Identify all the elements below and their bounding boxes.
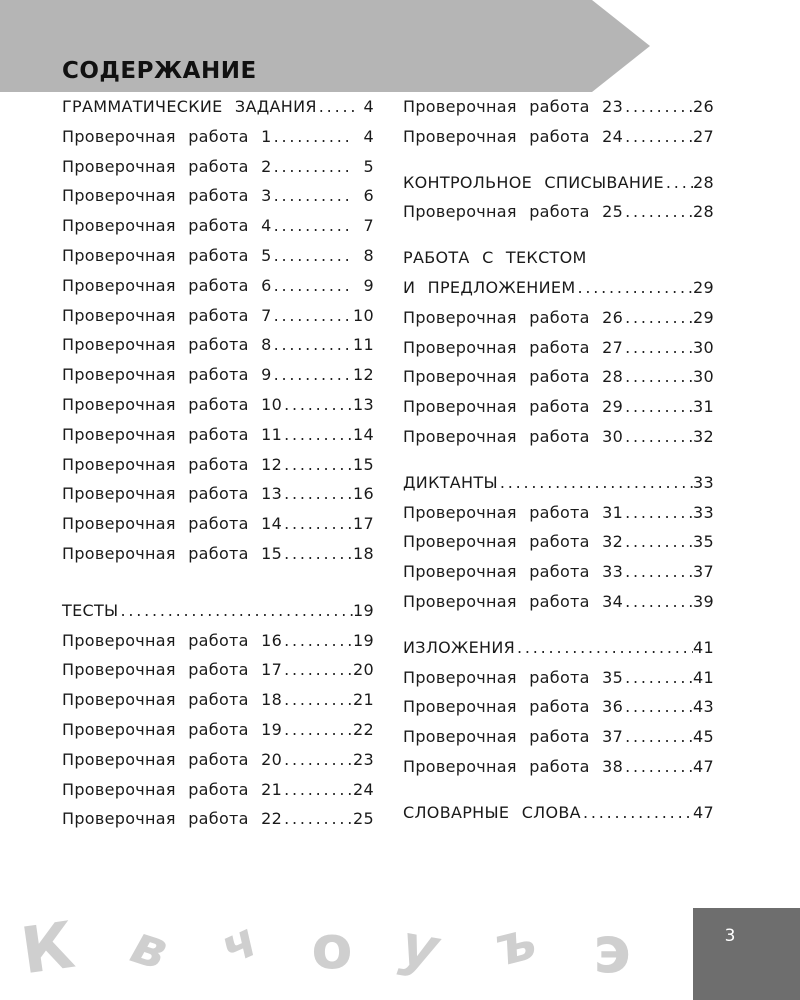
toc-section-dictations[interactable]: [403, 468, 714, 498]
toc-entry-page: 43: [693, 697, 714, 717]
toc-entry-label: Проверочная работа 34: [403, 591, 624, 611]
toc-leader-dots: [282, 804, 353, 834]
toc-leader-dots: [118, 596, 353, 626]
toc-leader-dots: [282, 745, 353, 775]
toc-entry-page: 16: [353, 484, 374, 504]
toc-entry[interactable]: [403, 197, 714, 227]
toc-entry-page: 41: [693, 667, 714, 687]
toc-entry-page: 33: [693, 502, 714, 522]
toc-leader-dots: [282, 420, 353, 450]
toc-entry-page: 21: [353, 690, 374, 710]
toc-entry[interactable]: [62, 420, 374, 450]
section-spacer: [403, 227, 714, 243]
toc-leader-dots: [623, 498, 693, 528]
toc-entry[interactable]: [403, 527, 714, 557]
toc-entry[interactable]: [62, 301, 374, 331]
toc-leader-dots: [272, 271, 354, 301]
toc-left-column: [62, 92, 374, 834]
toc-entry[interactable]: [403, 303, 714, 333]
toc-entry-label: Проверочная работа 7: [62, 305, 272, 325]
toc-entry-label: Проверочная работа 37: [403, 727, 624, 747]
decor-letter-u: у: [396, 912, 444, 983]
toc-entry-page: 26: [693, 97, 714, 116]
toc-entry[interactable]: [62, 655, 374, 685]
toc-entry-label: Проверочная работа 25: [403, 202, 624, 222]
toc-entry-label: Проверочная работа 22: [62, 809, 283, 829]
toc-section-vocabulary[interactable]: [403, 798, 714, 828]
toc-entry-page: 28: [693, 172, 714, 192]
toc-entry-label: Проверочная работа 3: [62, 186, 272, 206]
toc-entry-page: 28: [693, 202, 714, 222]
toc-entry[interactable]: [403, 92, 714, 122]
toc-entry-label: Проверочная работа 14: [62, 514, 283, 534]
toc-section-expositions[interactable]: [403, 633, 714, 663]
section-spacer: [403, 152, 714, 168]
toc-leader-dots: [623, 92, 693, 122]
toc-entry[interactable]: [62, 775, 374, 805]
toc-entry-page: 12: [353, 365, 374, 385]
toc-leader-dots: [282, 715, 353, 745]
toc-entry-label: Проверочная работа 17: [62, 660, 283, 680]
toc-entry-page: 23: [353, 749, 374, 769]
toc-leader-dots: [317, 92, 354, 122]
toc-entry[interactable]: [62, 92, 374, 122]
toc-entry-page: 33: [693, 472, 714, 492]
toc-entry[interactable]: [403, 752, 714, 782]
toc-entry-page: 29: [693, 277, 714, 297]
toc-entry-page: 45: [693, 727, 714, 747]
toc-entry-label: Проверочная работа 18: [62, 690, 283, 710]
toc-entry-label: Проверочная работа 29: [403, 397, 624, 417]
toc-entry-page: 4: [363, 97, 374, 116]
page-title: СОДЕРЖАНИЕ: [62, 58, 257, 84]
toc-entry-label: Проверочная работа 2: [62, 156, 272, 176]
toc-entry[interactable]: [403, 122, 714, 152]
toc-entry[interactable]: [62, 685, 374, 715]
toc-leader-dots: [623, 527, 693, 557]
toc-entry-page: 19: [353, 600, 374, 620]
toc-entry-label: ГРАММАТИЧЕСКИЕ ЗАДАНИЯ: [62, 97, 317, 116]
toc-leader-dots: [581, 798, 693, 828]
page-number: 3: [724, 926, 736, 946]
section-spacer: [403, 452, 714, 468]
toc-entry-label: СЛОВАРНЫЕ СЛОВА: [403, 802, 581, 822]
toc-entry[interactable]: [62, 330, 374, 360]
toc-leader-dots: [664, 168, 693, 198]
toc-leader-dots: [623, 122, 693, 152]
toc-entry-page: 35: [693, 532, 714, 552]
toc-leader-dots: [282, 390, 353, 420]
section-spacer: [403, 617, 714, 633]
toc-entry-label: Проверочная работа 4: [62, 216, 272, 236]
toc-leader-dots: [272, 360, 353, 390]
toc-entry-page: 17: [353, 514, 374, 534]
toc-leader-dots: [272, 211, 354, 241]
toc-entry-label: Проверочная работа 36: [403, 697, 624, 717]
toc-right-column: [403, 92, 714, 828]
toc-entry-page: 11: [353, 335, 374, 355]
toc-entry-label: Проверочная работа 10: [62, 394, 283, 414]
toc-leader-dots: [282, 626, 353, 656]
toc-leader-dots: [623, 197, 693, 227]
toc-entry-page: 32: [693, 426, 714, 446]
toc-entry-label: И ПРЕДЛОЖЕНИЕМ: [403, 277, 576, 297]
toc-entry[interactable]: [62, 509, 374, 539]
toc-entry-label: Проверочная работа 6: [62, 275, 272, 295]
toc-entry-page: 30: [693, 367, 714, 387]
toc-entry[interactable]: [403, 362, 714, 392]
page-number-box: [693, 908, 800, 1000]
toc-entry-label: Проверочная работа 8: [62, 335, 272, 355]
toc-leader-dots: [282, 479, 353, 509]
toc-entry-page: 10: [353, 305, 374, 325]
toc-entry-label: Проверочная работа 19: [62, 719, 283, 739]
toc-entry[interactable]: [62, 390, 374, 420]
toc-section-copying[interactable]: [403, 168, 714, 198]
toc-entry-page: 8: [363, 245, 374, 265]
toc-entry-label: КОНТРОЛЬНОЕ СПИСЫВАНИЕ: [403, 172, 664, 192]
toc-leader-dots: [623, 692, 693, 722]
toc-entry-page: 19: [353, 630, 374, 650]
toc-leader-dots: [272, 181, 354, 211]
toc-entry-label: Проверочная работа 30: [403, 426, 624, 446]
toc-section-tests[interactable]: [62, 596, 374, 626]
toc-entry-label: ТЕСТЫ: [62, 600, 119, 620]
toc-entry[interactable]: [62, 181, 374, 211]
decor-letter-hard-sign: ъ: [488, 907, 543, 979]
toc-entry-page: 9: [363, 275, 374, 295]
toc-entry[interactable]: [403, 692, 714, 722]
toc-entry-page: 22: [353, 719, 374, 739]
toc-entry[interactable]: [62, 539, 374, 569]
toc-entry-label: Проверочная работа 1: [62, 126, 272, 146]
toc-leader-dots: [272, 241, 354, 271]
toc-entry-label: Проверочная работа 5: [62, 245, 272, 265]
toc-entry[interactable]: [62, 271, 374, 301]
toc-entry[interactable]: [62, 122, 374, 152]
toc-entry-label: Проверочная работа 35: [403, 667, 624, 687]
toc-leader-dots: [282, 450, 353, 480]
toc-entry-label: Проверочная работа 27: [403, 337, 624, 357]
toc-leader-dots: [282, 539, 353, 569]
toc-entry[interactable]: [62, 211, 374, 241]
toc-leader-dots: [623, 392, 693, 422]
toc-leader-dots: [272, 330, 353, 360]
toc-entry-page: 5: [363, 156, 374, 176]
toc-entry-label: ДИКТАНТЫ: [403, 472, 498, 492]
toc-entry-page: 37: [693, 562, 714, 582]
decor-letter-o: о: [311, 913, 353, 983]
toc-entry-page: 7: [363, 216, 374, 236]
toc-entry-label: Проверочная работа 11: [62, 424, 283, 444]
toc-entry[interactable]: [403, 663, 714, 693]
toc-entry[interactable]: [403, 587, 714, 617]
decorative-letters: [0, 890, 690, 1000]
toc-entry-page: 30: [693, 337, 714, 357]
decor-letter-e: э: [593, 914, 631, 988]
section-spacer: [403, 782, 714, 798]
toc-entry-label: Проверочная работа 20: [62, 749, 283, 769]
toc-entry[interactable]: [403, 333, 714, 363]
toc-entry-label: Проверочная работа 16: [62, 630, 283, 650]
toc-entry-label: Проверочная работа 13: [62, 484, 283, 504]
toc-entry-page: 20: [353, 660, 374, 680]
toc-entry[interactable]: [403, 722, 714, 752]
toc-leader-dots: [282, 655, 353, 685]
toc-entry[interactable]: [62, 360, 374, 390]
toc-entry-label: ИЗЛОЖЕНИЯ: [403, 637, 516, 657]
toc-leader-dots: [623, 722, 693, 752]
toc-entry-page: 14: [353, 424, 374, 444]
toc-section-text-heading[interactable]: РАБОТА С ТЕКСТОМ: [403, 248, 587, 268]
toc-entry[interactable]: [403, 557, 714, 587]
toc-leader-dots: [623, 303, 693, 333]
toc-entry-page: 25: [353, 809, 374, 829]
toc-entry-page: 4: [363, 126, 374, 146]
toc-leader-dots: [623, 362, 693, 392]
toc-entry-label: Проверочная работа 31: [403, 502, 624, 522]
toc-entry-page: 39: [693, 591, 714, 611]
toc-entry-page: 41: [693, 637, 714, 657]
toc-entry[interactable]: [403, 422, 714, 452]
toc-entry-label: Проверочная работа 24: [403, 126, 624, 146]
toc-entry-label: Проверочная работа 38: [403, 756, 624, 776]
toc-entry-label: Проверочная работа 21: [62, 779, 283, 799]
toc-entry-label: Проверочная работа 12: [62, 454, 283, 474]
toc-entry[interactable]: [62, 479, 374, 509]
toc-entry[interactable]: [62, 241, 374, 271]
toc-entry-page: 47: [693, 802, 714, 822]
toc-leader-dots: [623, 333, 693, 363]
toc-entry[interactable]: [62, 804, 374, 834]
decor-letter-v: в: [123, 912, 176, 983]
section-spacer: [62, 569, 374, 596]
decor-letter-k: К: [16, 908, 79, 990]
decor-letter-ch: ч: [212, 911, 266, 977]
toc-leader-dots: [623, 752, 693, 782]
toc-leader-dots: [282, 775, 353, 805]
toc-leader-dots: [272, 122, 354, 152]
toc-entry-label: Проверочная работа 28: [403, 367, 624, 387]
toc-entry-label: Проверочная работа 9: [62, 365, 272, 385]
toc-leader-dots: [282, 685, 353, 715]
toc-entry-page: 13: [353, 394, 374, 414]
toc-entry-label: Проверочная работа 32: [403, 532, 624, 552]
toc-entry-label: Проверочная работа 26: [403, 307, 624, 327]
toc-entry-page: 24: [353, 779, 374, 799]
toc-entry-page: 27: [693, 126, 714, 146]
toc-entry[interactable]: [62, 626, 374, 656]
toc-entry[interactable]: [62, 745, 374, 775]
toc-leader-dots: [575, 273, 693, 303]
toc-leader-dots: [515, 633, 693, 663]
toc-entry[interactable]: [403, 498, 714, 528]
toc-leader-dots: [623, 557, 693, 587]
toc-leader-dots: [272, 301, 353, 331]
toc-section-text[interactable]: [403, 273, 714, 303]
toc-entry-label: Проверочная работа 15: [62, 543, 283, 563]
toc-leader-dots: [623, 422, 693, 452]
toc-leader-dots: [272, 152, 354, 182]
toc-entry[interactable]: [62, 450, 374, 480]
toc-entry[interactable]: [62, 152, 374, 182]
toc-leader-dots: [282, 509, 353, 539]
toc-entry-label: Проверочная работа 33: [403, 562, 624, 582]
toc-entry-page: 29: [693, 307, 714, 327]
toc-leader-dots: [498, 468, 693, 498]
toc-entry[interactable]: [62, 715, 374, 745]
toc-entry-page: 47: [693, 756, 714, 776]
toc-entry-page: 31: [693, 397, 714, 417]
toc-entry[interactable]: [403, 392, 714, 422]
toc-entry-page: 15: [353, 454, 374, 474]
toc-entry-label: Проверочная работа 23: [403, 97, 624, 116]
toc-entry-page: 18: [353, 543, 374, 563]
toc-leader-dots: [623, 663, 693, 693]
toc-entry-page: 6: [363, 186, 374, 206]
toc-leader-dots: [623, 587, 693, 617]
